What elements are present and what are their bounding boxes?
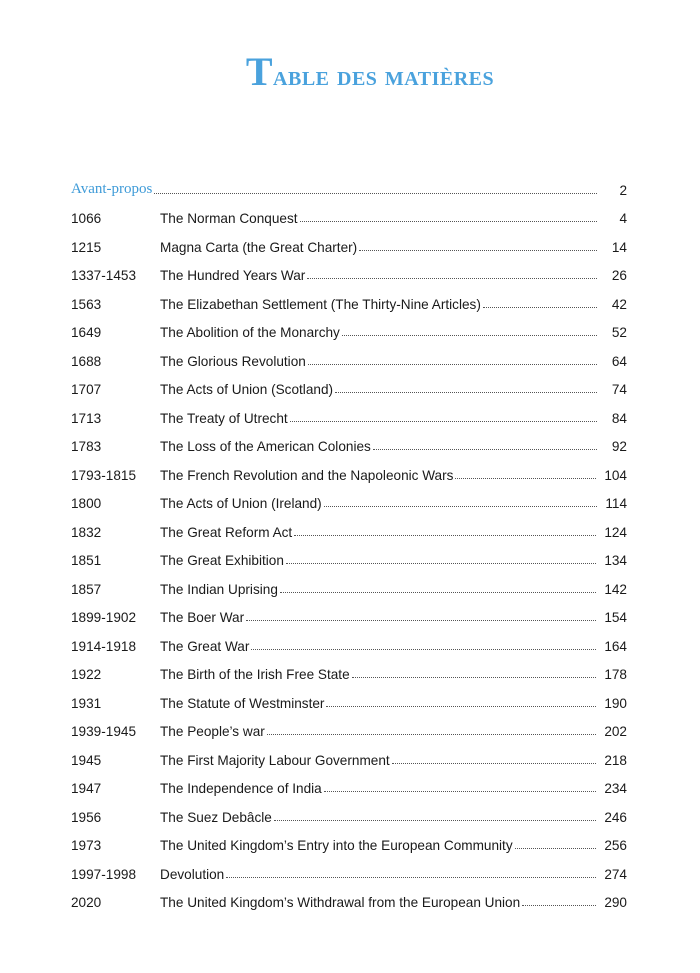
toc-entry — [160, 240, 605, 255]
dot-leader — [352, 677, 597, 678]
toc-intro-entry — [71, 181, 605, 198]
toc-entry — [160, 211, 605, 226]
toc-row[interactable] — [71, 198, 627, 227]
toc-year: 1857 — [71, 581, 102, 597]
toc-year: 1922 — [71, 667, 102, 682]
toc-entry — [160, 810, 604, 825]
toc-row[interactable] — [71, 483, 627, 512]
toc-entry — [160, 582, 604, 597]
toc-page-number: 52 — [611, 325, 627, 340]
dot-leader — [392, 763, 597, 764]
toc-row[interactable] — [71, 768, 627, 797]
toc-label: The Glorious Revolution — [160, 353, 306, 369]
toc-page-number: 64 — [611, 353, 627, 369]
toc-year: 1899-1902 — [71, 610, 137, 625]
toc-label: The Great War — [160, 638, 250, 654]
toc-year: 1688 — [71, 353, 102, 369]
toc-page-number: 114 — [605, 496, 627, 511]
toc-page-number: 124 — [604, 524, 627, 540]
toc-label: The Statute of Westminster — [160, 695, 325, 711]
toc-row[interactable] — [71, 511, 627, 540]
dot-leader — [515, 848, 597, 849]
toc-page-number: 256 — [604, 838, 627, 853]
dot-leader — [154, 193, 597, 194]
dot-leader — [359, 250, 597, 251]
toc-row[interactable] — [71, 825, 627, 854]
dot-leader — [286, 563, 596, 564]
toc-year: 1956 — [71, 809, 102, 825]
dot-leader — [483, 307, 597, 308]
toc-page-number: 234 — [604, 781, 627, 796]
toc-row[interactable] — [71, 312, 627, 341]
toc-row[interactable] — [71, 654, 627, 683]
toc-row[interactable] — [71, 625, 627, 654]
toc-label: The Acts of Union (Ireland) — [160, 496, 322, 511]
toc-page-number: 178 — [604, 667, 627, 682]
toc-page-number: 190 — [604, 695, 627, 711]
dot-leader — [326, 706, 596, 707]
toc-page-number: 218 — [604, 752, 627, 768]
toc-year: 1997-1998 — [71, 866, 137, 882]
toc-intro-page: 2 — [619, 182, 627, 198]
toc-entry — [160, 667, 604, 682]
toc-intro-row[interactable] — [71, 169, 627, 198]
dot-leader — [246, 620, 596, 621]
toc-year: 1947 — [71, 781, 102, 796]
toc-label: The Hundred Years War — [160, 268, 306, 283]
dot-leader — [335, 392, 597, 393]
toc-year: 1649 — [71, 325, 102, 340]
toc-entry — [160, 297, 605, 312]
dot-leader — [324, 506, 597, 507]
toc-entry — [160, 724, 604, 739]
toc-page-number: 4 — [619, 211, 627, 226]
toc-page-number: 274 — [604, 866, 627, 882]
toc-page-number: 26 — [611, 268, 627, 283]
toc-year: 1783 — [71, 439, 102, 454]
toc-entry — [160, 382, 605, 397]
toc-row[interactable] — [71, 711, 627, 740]
dot-leader — [300, 221, 597, 222]
toc-page-number: 84 — [611, 410, 627, 426]
toc-row[interactable] — [71, 796, 627, 825]
dot-leader — [274, 820, 596, 821]
toc-year: 1713 — [71, 410, 102, 426]
dot-leader — [522, 905, 596, 906]
toc-year: 1707 — [71, 382, 102, 397]
toc-label: The Birth of the Irish Free State — [160, 667, 350, 682]
toc-row[interactable] — [71, 426, 627, 455]
toc-row[interactable] — [71, 540, 627, 569]
toc-entry — [160, 411, 605, 426]
dot-leader — [342, 335, 597, 336]
toc-label: The People’s war — [160, 724, 265, 739]
toc-row[interactable] — [71, 882, 627, 911]
toc-entry — [160, 639, 604, 654]
toc-entry — [160, 354, 605, 369]
toc-page-number: 154 — [604, 610, 627, 625]
toc-row[interactable] — [71, 226, 627, 255]
toc-year: 1066 — [71, 211, 102, 226]
toc-label: The Acts of Union (Scotland) — [160, 382, 334, 397]
dot-leader — [308, 364, 597, 365]
toc-entry — [160, 753, 604, 768]
toc-label: The Elizabethan Settlement (The Thirty-Nine Articles) — [160, 296, 481, 312]
toc-row[interactable] — [71, 739, 627, 768]
toc-page-number: 92 — [611, 439, 627, 454]
toc-row[interactable] — [71, 853, 627, 882]
toc-label: The United Kingdom’s Withdrawal from the European Union — [160, 895, 521, 910]
toc-entry — [160, 525, 604, 540]
dot-leader — [251, 649, 596, 650]
dot-leader — [324, 791, 597, 792]
toc-row[interactable] — [71, 369, 627, 398]
toc-label: The Abolition of the Monarchy — [160, 325, 340, 340]
toc-page-number: 202 — [604, 724, 627, 739]
toc-page-number: 142 — [604, 581, 627, 597]
toc-label: The United Kingdom’s Entry into the European Community — [160, 838, 513, 853]
toc-label: The First Majority Labour Government — [160, 752, 390, 768]
toc-label: The Indian Uprising — [160, 581, 278, 597]
page-title-text: Table des matières — [245, 49, 495, 94]
dot-leader — [294, 535, 596, 536]
toc-intro-label: Avant-propos — [71, 180, 153, 197]
toc-row[interactable] — [71, 597, 627, 626]
toc-year: 1973 — [71, 838, 102, 853]
toc-year: 1914-1918 — [71, 638, 137, 654]
toc-entry — [160, 610, 604, 625]
toc-entry — [160, 439, 605, 454]
dot-leader — [307, 278, 597, 279]
toc-entry — [160, 838, 604, 853]
toc-label: Devolution — [160, 866, 225, 882]
toc-entry — [160, 325, 605, 340]
toc-year: 1800 — [71, 496, 102, 511]
toc-entry — [160, 696, 604, 711]
toc-entry — [160, 781, 604, 796]
toc-year: 1337-1453 — [71, 268, 137, 283]
toc-year: 1215 — [71, 239, 102, 255]
toc-page-number: 164 — [604, 638, 627, 654]
toc-row[interactable] — [71, 397, 627, 426]
dot-leader — [267, 734, 597, 735]
toc-row[interactable] — [71, 255, 627, 284]
dot-leader — [373, 449, 597, 450]
toc-row[interactable] — [71, 340, 627, 369]
toc-label: The Suez Debâcle — [160, 809, 272, 825]
toc-page-number: 246 — [604, 809, 627, 825]
toc-label: The Great Reform Act — [160, 524, 293, 540]
toc-year: 1931 — [71, 695, 102, 711]
toc-year: 1563 — [71, 296, 102, 312]
toc-entry — [160, 268, 605, 283]
toc-label: Magna Carta (the Great Charter) — [160, 239, 358, 255]
toc-year: 1832 — [71, 524, 102, 540]
toc-entry — [160, 553, 604, 568]
toc-row[interactable] — [71, 283, 627, 312]
toc-page-number: 14 — [611, 239, 627, 255]
toc-entry — [160, 895, 604, 910]
table-of-contents — [71, 169, 627, 910]
toc-row[interactable] — [71, 568, 627, 597]
toc-label: The Loss of the American Colonies — [160, 439, 371, 454]
toc-page-number: 290 — [604, 895, 627, 910]
toc-year: 1939-1945 — [71, 724, 137, 739]
toc-label: The Independence of India — [160, 781, 322, 796]
toc-entry — [160, 468, 604, 483]
dot-leader — [455, 478, 596, 479]
toc-year: 2020 — [71, 895, 102, 910]
dot-leader — [280, 592, 596, 593]
toc-page-number: 134 — [604, 553, 627, 568]
dot-leader — [290, 421, 597, 422]
toc-entry — [160, 867, 604, 882]
page-title — [0, 48, 700, 95]
toc-page-number: 42 — [611, 296, 627, 312]
toc-label: The Norman Conquest — [160, 211, 298, 226]
toc-label: The French Revolution and the Napoleonic Wars — [160, 467, 454, 483]
toc-entries — [71, 198, 627, 911]
toc-label: The Great Exhibition — [160, 553, 284, 568]
toc-entry — [160, 496, 605, 511]
toc-page-number: 74 — [611, 382, 627, 397]
toc-year: 1945 — [71, 752, 102, 768]
dot-leader — [226, 877, 596, 878]
toc-row[interactable] — [71, 454, 627, 483]
toc-row[interactable] — [71, 682, 627, 711]
toc-year: 1793-1815 — [71, 467, 137, 483]
toc-year: 1851 — [71, 553, 102, 568]
toc-label: The Treaty of Utrecht — [160, 410, 288, 426]
toc-label: The Boer War — [160, 610, 245, 625]
toc-page-number: 104 — [604, 467, 627, 483]
